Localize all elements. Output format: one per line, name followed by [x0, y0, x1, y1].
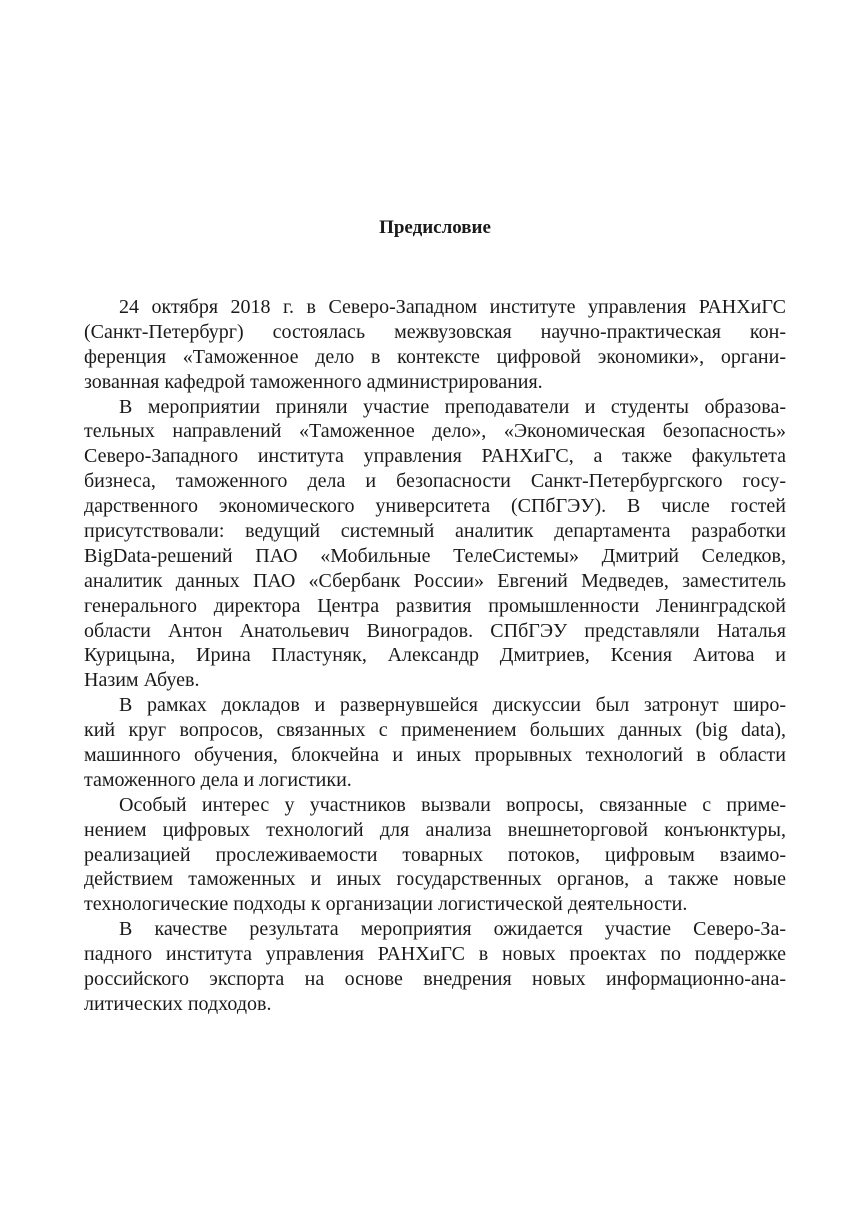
text-line: тельных направлений «Таможенное дело», «Экономическая безопасность» — [84, 420, 786, 443]
text-line: BigData-решений ПАО «Мобильные ТелеСистемы» Дмитрий Селедков, — [84, 544, 786, 567]
text-line: аналитик данных ПАО «Сбербанк России» Евгений Медведев, заместитель — [84, 569, 786, 592]
text-line: Особый интерес у участников вызвали вопросы, связанные с приме- — [119, 793, 786, 816]
text-line: В рамках докладов и развернувшейся дискуссии был затронут широ- — [119, 694, 786, 717]
text-line: присутствовали: ведущий системный аналитик департамента разработки — [84, 520, 786, 543]
text-line: В мероприятии приняли участие преподаватели и студенты образова- — [119, 395, 786, 418]
text-line: нением цифровых технологий для анализа внешнеторговой конъюнктуры, — [84, 818, 786, 841]
text-line: Северо-Западного института управления РАНХиГС, а также факультета — [84, 445, 786, 468]
text-line: зованная кафедрой таможенного администрирования. — [84, 370, 543, 393]
page-content — [84, 214, 786, 1017]
paragraph-2 — [84, 395, 786, 694]
text-line: дарственного экономического университета (СПбГЭУ). В числе гостей — [84, 495, 786, 518]
page-title: Предисловие — [379, 217, 491, 238]
text-line: (Санкт-Петербург) состоялась межвузовская научно-практическая кон- — [84, 320, 786, 343]
text-line: бизнеса, таможенного дела и безопасности Санкт-Петербургского госу- — [84, 470, 786, 493]
text-line: технологические подходы к организации логистической деятельности. — [84, 893, 688, 916]
text-line: Назим Абуев. — [84, 669, 200, 692]
paragraph-1 — [84, 295, 786, 395]
text-line: Курицына, Ирина Пластуняк, Александр Дмитриев, Ксения Аитова и — [84, 644, 786, 667]
text-line: кий круг вопросов, связанных с применением больших данных (big data), — [84, 719, 786, 742]
text-line: литических подходов. — [84, 992, 272, 1015]
text-line: таможенного дела и логистики. — [84, 768, 352, 791]
text-line: ференция «Таможенное дело в контексте цифровой экономики», органи- — [84, 345, 786, 368]
paragraph-5 — [84, 917, 786, 1017]
text-line: падного института управления РАНХиГС в новых проектах по поддержке — [84, 943, 786, 966]
paragraph-3 — [84, 693, 786, 793]
text-line: российского экспорта на основе внедрения новых информационно-ана- — [84, 968, 786, 991]
text-line: реализацией прослеживаемости товарных потоков, цифровым взаимо- — [84, 843, 786, 866]
text-line: 24 октября 2018 г. в Северо-Западном институте управления РАНХиГС — [119, 296, 786, 318]
text-line: машинного обучения, блокчейна и иных прорывных технологий в области — [84, 744, 786, 767]
text-line: генерального директора Центра развития промышленности Ленинградской — [84, 594, 786, 617]
text-line: В качестве результата мероприятия ожидается участие Северо-За- — [119, 918, 786, 941]
text-line: действием таможенных и иных государственных органов, а также новые — [84, 868, 786, 891]
text-line: области Антон Анатольевич Виноградов. СПбГЭУ представляли Наталья — [84, 619, 786, 642]
paragraph-4 — [84, 793, 786, 917]
